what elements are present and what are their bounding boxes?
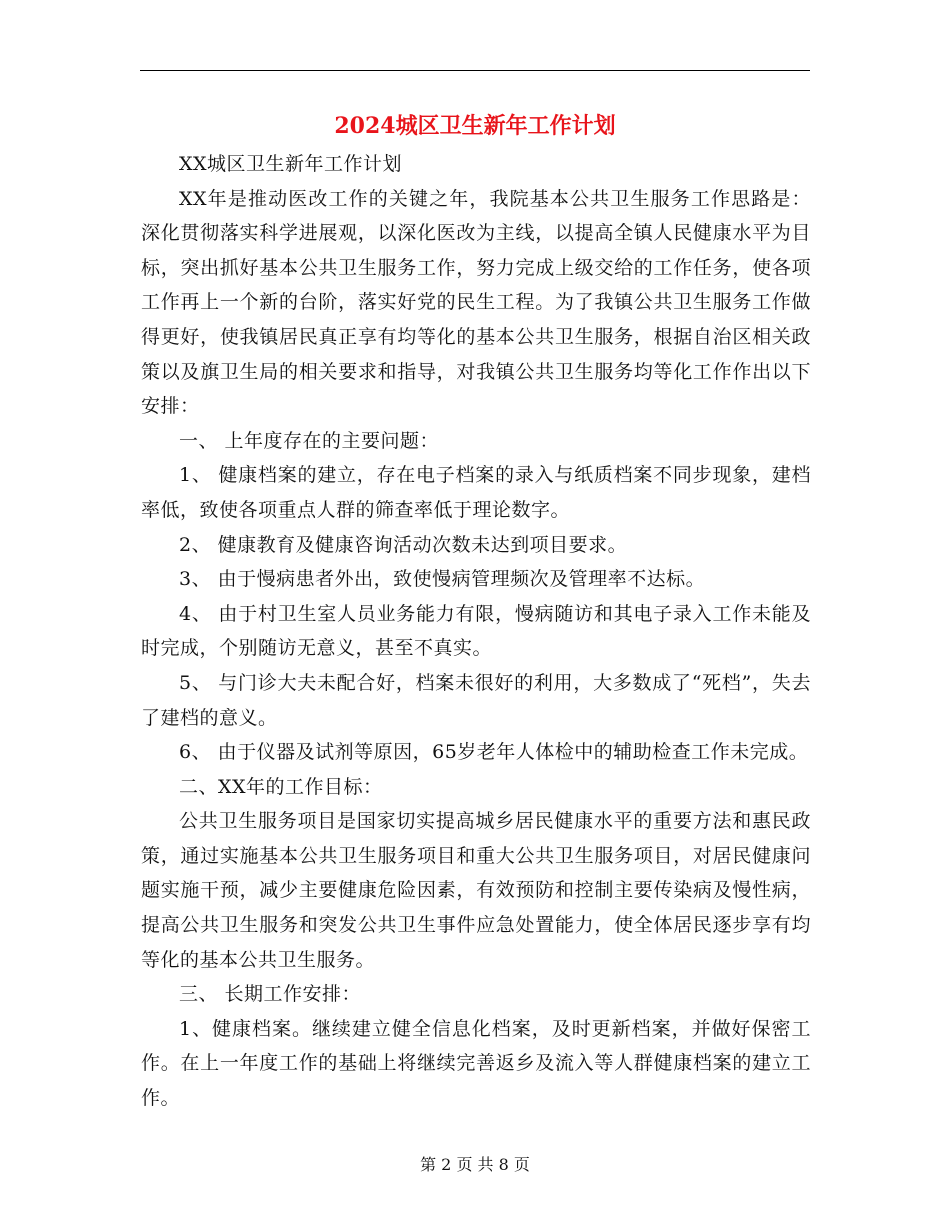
list-item: 1、 健康档案的建立，存在电子档案的录入与纸质档案不同步现象，建档率低，致使各项重点人群的筛查率低于理论数字。	[141, 464, 811, 521]
page-number: 第 2 页 共 8 页	[420, 1155, 530, 1174]
paragraph: XX年是推动医改工作的关键之年，我院基本公共卫生服务工作思路是：深化贯彻落实科学进展观，以深化医改为主线，以提高全镇人民健康水平为目标，突出抓好基本公共卫生服务工作，努力完成上级交给的工作任务，使各项工作再上一个新的台阶，落实好党的民生工程。为了我镇公共卫生服务工作做得更好，使我镇居民真正享有均等化的基本公共卫生服务，根据自治区相关政策以及旗卫生局的相关要求和指导，对我镇公共卫生服务均等化工作作出以下安排：	[141, 187, 811, 418]
list-item: 1、健康档案。继续建立健全信息化档案，及时更新档案，并做好保密工作。在上一年度工作的基础上将继续完善返乡及流入等人群健康档案的建立工作。	[141, 1017, 811, 1110]
paragraph: 公共卫生服务项目是国家切实提高城乡居民健康水平的重要方法和惠民政策，通过实施基本公共卫生服务项目和重大公共卫生服务项目，对居民健康问题实施干预，减少主要健康危险因素，有效预防和控制主要传染病及慢性病，提高公共卫生服务和突发公共卫生事件应急处置能力，使全体居民逐步享有均等化的基本公共卫生服务。	[141, 810, 811, 971]
header-rule	[140, 70, 810, 71]
list-item: 6、 由于仪器及试剂等原因，65岁老年人体检中的辅助检查工作未完成。	[179, 741, 809, 764]
list-item: 4、 由于村卫生室人员业务能力有限，慢病随访和其电子录入工作未能及时完成，个别随访无意义，甚至不真实。	[141, 602, 811, 660]
section-heading: 三、 长期工作安排：	[179, 983, 362, 1006]
page-title: 2024城区卫生新年工作计划	[334, 113, 616, 139]
document-body	[141, 147, 811, 1116]
list-item: 5、 与门诊大夫未配合好，档案未很好的利用，大多数成了“死档”，失去了建档的意义。	[141, 671, 811, 729]
section-heading: 二、XX年的工作目标：	[179, 775, 383, 798]
paragraph: XX城区卫生新年工作计划	[179, 153, 403, 175]
section-heading: 一、 上年度存在的主要问题：	[179, 429, 440, 452]
list-item: 2、 健康教育及健康咨询活动次数未达到项目要求。	[179, 533, 628, 556]
list-item: 3、 由于慢病患者外出，致使慢病管理频次及管理率不达标。	[179, 568, 706, 591]
